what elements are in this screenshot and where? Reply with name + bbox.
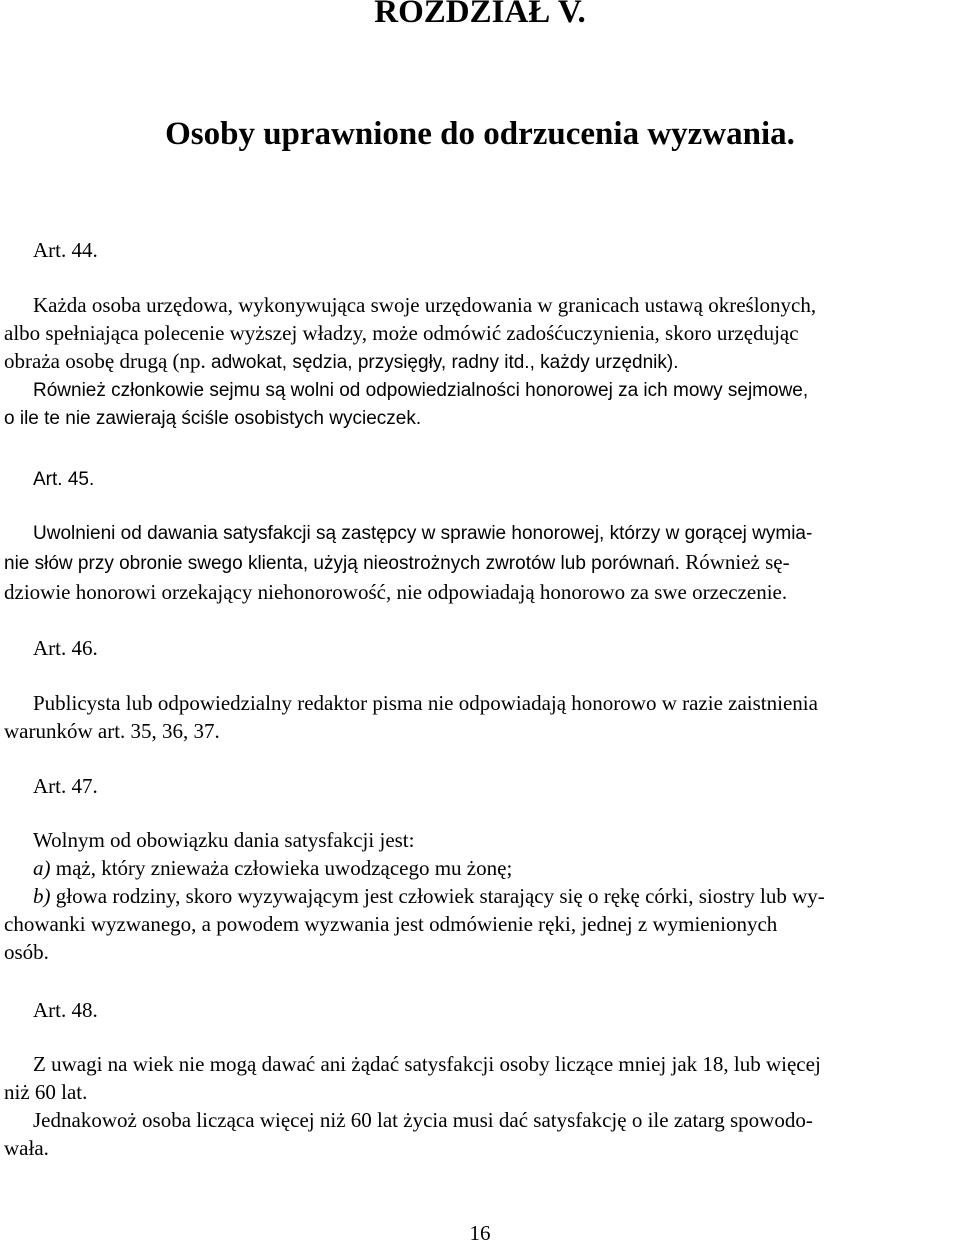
article-47-item-b-line-2: chowanki wyzwanego, a powodem wyzwania jest odmówienie ręki, jednej z wymienionych [4,912,778,936]
article-47-heading: Art. 47. [33,774,98,798]
article-44-line-3-sans: adwokat, sędzia, przysięgły, radny itd., każdy urzędnik). [211,352,679,373]
chapter-title: ROZDZIAŁ V. [374,0,586,30]
article-46-line-2: warunków art. 35, 36, 37. [4,719,220,743]
article-44-line-3 [4,347,957,377]
article-48-line-3: Jednakowoż osoba licząca więcej niż 60 lat życia musi dać satysfakcję o ile zatarg spowodo- [33,1108,813,1132]
article-47-item-a [4,854,957,882]
article-47-item-b-line-3: osób. [4,940,49,964]
article-45-line-2-sans: nie słów przy obronie swego klienta, użyją nieostrożnych zwrotów lub porównań. [4,553,686,574]
article-45-paragraph [4,520,957,606]
article-44-heading: Art. 44. [33,238,98,262]
article-47-item-a-text: mąż, który znieważa człowieka uwodzącego mu żonę; [50,856,513,880]
article-45-line-2 [4,548,957,578]
article-44-line-3-serif: obraża osobę drugą (np. [4,349,212,373]
page-number: 16 [469,1221,491,1245]
article-46-line-1: Publicysta lub odpowiedzialny redaktor pisma nie odpowiadają honorowo w razie zaistnienia [33,691,818,715]
article-47-item-a-label: a) [33,856,51,880]
section-title: Osoby uprawnione do odrzucenia wyzwania. [165,116,795,152]
article-48-line-2: niż 60 lat. [4,1080,88,1104]
article-46-heading: Art. 46. [33,636,98,660]
article-44-line-4: Również członkowie sejmu są wolni od odpowiedzialności honorowej za ich mowy sejmowe, [33,380,809,401]
article-47-paragraph [4,826,957,966]
article-48-line-4: wała. [4,1136,49,1160]
article-44-line-1: Każda osoba urzędowa, wykonywująca swoje urzędowania w granicach ustawą określonych, [33,293,817,317]
article-48-line-1: Z uwagi na wiek nie mogą dawać ani żądać satysfakcji osoby liczące mniej jak 18, lub więcej [33,1052,821,1076]
article-45-line-2-serif: Również sę- [685,550,790,574]
article-44-line-2: albo spełniająca polecenie wyższej władzy, może odmówić zadośćuczynienia, skoro urzędując [4,321,799,345]
article-48-heading: Art. 48. [33,998,98,1022]
article-47-intro: Wolnym od obowiązku dania satysfakcji jest: [33,828,415,852]
article-45-line-3: dziowie honorowi orzekający niehonorowość, nie odpowiadają honorowo za swe orzeczenie. [4,580,788,604]
article-47-item-b-text: głowa rodziny, skoro wyzywającym jest człowiek starający się o rękę córki, siostry lub wy- [50,884,825,908]
article-45-heading: Art. 45. [33,469,95,490]
article-47-item-b [4,882,957,910]
article-44-paragraph [4,291,957,433]
article-46-paragraph [4,689,957,745]
article-48-paragraph [4,1050,957,1162]
article-45-line-1: Uwolnieni od dawania satysfakcji są zastępcy w sprawie honorowej, którzy w gorącej wymia- [33,523,813,544]
article-47-item-b-label: b) [33,884,51,908]
article-44-line-5: o ile te nie zawierają ściśle osobistych wycieczek. [4,408,422,429]
